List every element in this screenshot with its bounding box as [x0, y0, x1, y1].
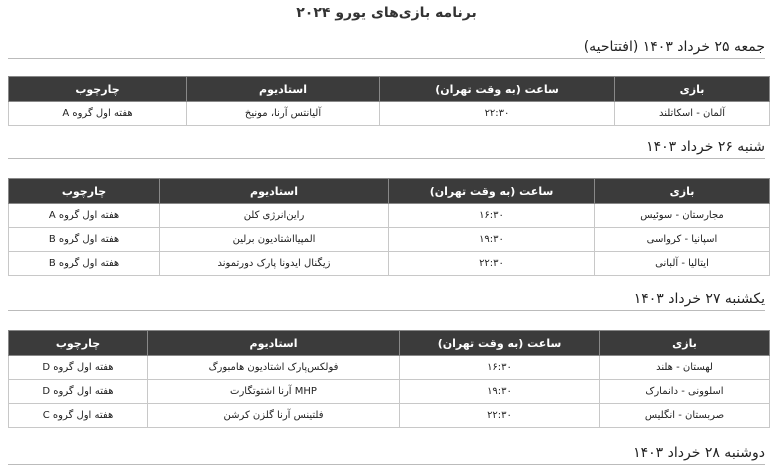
table-row [9, 380, 770, 404]
frame-cell: هفته اول گروه B [9, 228, 160, 252]
table-row [9, 404, 770, 428]
table-header-row [9, 331, 770, 356]
frame-cell: هفته اول گروه D [9, 380, 148, 404]
frame-cell: هفته اول گروه A [9, 204, 160, 228]
header-frame: چارچوب [9, 77, 187, 102]
day-heading-text: جمعه ۲۵ خرداد ۱۴۰۳ (افتتاحیه) [583, 39, 765, 55]
stadium-cell: فلتینس آرنا گلزن کرشن [148, 404, 400, 428]
stadium-cell: زیگنال ایدونا پارک دورتموند [160, 252, 389, 276]
day-heading [8, 440, 765, 465]
match-cell: اسلوونی - دانمارک [600, 380, 770, 404]
match-cell: آلمان - اسکاتلند [615, 102, 770, 126]
schedule-table [8, 178, 770, 276]
header-time: ساعت (به وقت تهران) [389, 179, 595, 204]
day-heading-text: یکشنبه ۲۷ خرداد ۱۴۰۳ [633, 291, 765, 307]
time-cell: ۱۹:۳۰ [400, 380, 600, 404]
frame-cell: هفته اول گروه D [9, 356, 148, 380]
stadium-cell: راین‌انرژی کلن [160, 204, 389, 228]
table-row [9, 204, 770, 228]
match-cell: صربستان - انگلیس [600, 404, 770, 428]
header-time: ساعت (به وقت تهران) [380, 77, 615, 102]
day-heading [8, 34, 765, 59]
header-time: ساعت (به وقت تهران) [400, 331, 600, 356]
frame-cell: هفته اول گروه C [9, 404, 148, 428]
table-row [9, 228, 770, 252]
time-cell: ۱۶:۳۰ [400, 356, 600, 380]
time-cell: ۲۲:۳۰ [389, 252, 595, 276]
day-heading [8, 286, 765, 311]
header-match: بازی [600, 331, 770, 356]
frame-cell: هفته اول گروه B [9, 252, 160, 276]
table-row [9, 356, 770, 380]
stadium-cell: المپیااشتادیون برلین [160, 228, 389, 252]
time-cell: ۲۲:۳۰ [400, 404, 600, 428]
schedule-table [8, 330, 770, 428]
header-match: بازی [615, 77, 770, 102]
table-row [9, 252, 770, 276]
time-cell: ۲۲:۳۰ [380, 102, 615, 126]
page-title: برنامه بازی‌های یورو ۲۰۲۴ [296, 5, 477, 21]
schedule-table [8, 76, 770, 126]
header-frame: چارچوب [9, 331, 148, 356]
day-heading [8, 134, 765, 159]
match-cell: لهستان - هلند [600, 356, 770, 380]
day-heading-text: شنبه ۲۶ خرداد ۱۴۰۳ [646, 139, 765, 155]
header-match: بازی [595, 179, 770, 204]
stadium-cell: آلیانتس آرنا، مونیخ [187, 102, 380, 126]
header-stadium: استادیوم [148, 331, 400, 356]
frame-cell: هفته اول گروه A [9, 102, 187, 126]
match-cell: مجارستان - سوئیس [595, 204, 770, 228]
table-header-row [9, 179, 770, 204]
header-stadium: استادیوم [160, 179, 389, 204]
time-cell: ۱۶:۳۰ [389, 204, 595, 228]
header-frame: چارچوب [9, 179, 160, 204]
header-stadium: استادیوم [187, 77, 380, 102]
day-heading-text: دوشنبه ۲۸ خرداد ۱۴۰۳ [633, 445, 765, 461]
match-cell: اسپانیا - کرواسی [595, 228, 770, 252]
match-cell: ایتالیا - آلبانی [595, 252, 770, 276]
stadium-cell: فولکس‌پارک اشتادیون هامبورگ [148, 356, 400, 380]
table-header-row [9, 77, 770, 102]
time-cell: ۱۹:۳۰ [389, 228, 595, 252]
stadium-cell: MHP آرنا اشتوتگارت [148, 380, 400, 404]
table-row [9, 102, 770, 126]
